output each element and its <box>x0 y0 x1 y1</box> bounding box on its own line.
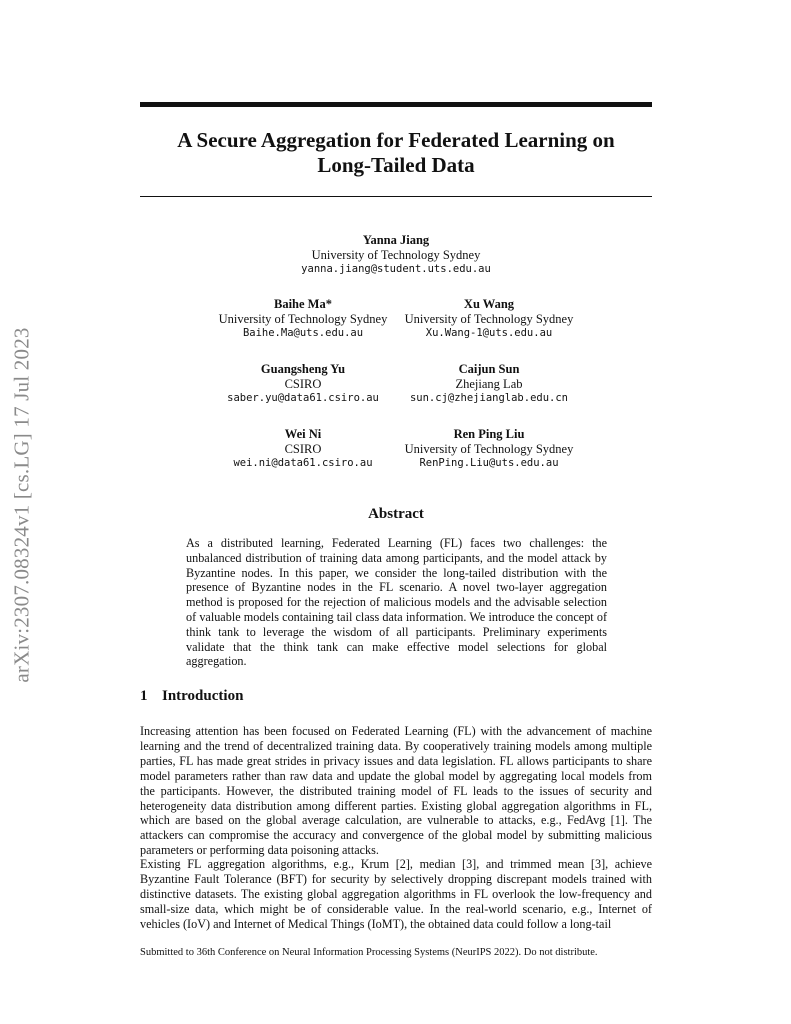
body-paragraph: Increasing attention has been focused on Federated Learning (FL) with the advancement of machine learning and the trend of decentralized training data. By cooperatively training models among multiple parties, FL has made great strides in privacy issues and data legislation. FL allows participants to share model parameters rather than raw data and update the global model by aggregating local models from the participants. However, the distributed training model of FL leads to the issues of security and heterogeneity data distribution among different parties. Existing global aggregation algorithms in FL, which are based on the global average calculation, are vulnerable to attacks, e.g., FedAvg [1]. The attackers can compromise the accuracy and convergence of the global model by submitting malicious parameters or performing data poisoning attacks. <box>140 724 652 858</box>
author-name: Ren Ping Liu <box>453 427 525 441</box>
author-affiliation: CSIRO <box>284 376 322 391</box>
author-email: yanna.jiang@student.uts.edu.au <box>301 263 491 275</box>
author-email: RenPing.Liu@uts.edu.au <box>419 457 559 469</box>
author-email: Baihe.Ma@uts.edu.au <box>242 327 364 339</box>
author-name: Wei Ni <box>284 427 322 441</box>
author-affiliation: University of Technology Sydney <box>404 441 574 456</box>
author-affiliation: CSIRO <box>284 441 322 456</box>
author-block <box>206 362 400 406</box>
arxiv-stamp-area <box>2 283 42 728</box>
title-rule-top <box>140 102 652 107</box>
section-number: 1 <box>140 688 148 704</box>
author-name: Guangsheng Yu <box>260 362 346 376</box>
author-block <box>392 362 586 406</box>
author-name: Yanna Jiang <box>362 233 430 247</box>
title-line-1: A Secure Aggregation for Federated Learning on <box>177 128 615 152</box>
abstract-heading: Abstract <box>368 506 424 522</box>
paper-title <box>140 128 652 178</box>
author-block <box>392 427 586 471</box>
author-name: Caijun Sun <box>458 362 520 376</box>
author-email: sun.cj@zhejianglab.edu.cn <box>409 392 569 404</box>
abstract-text: As a distributed learning, Federated Learning (FL) faces two challenges: the unbalanced distribution of training data among participants, and the model attack by Byzantine nodes. In this paper, we consider the long-tailed distribution with the presence of Byzantine nodes in the FL scenario. A novel two-layer aggregation method is proposed for the rejection of malicious models and the advisable selection of valuable models containing tail class data information. We introduce the concept of think tank to leverage the wisdom of all participants. Preliminary experiments validate that the think tank can make effective model selections for global aggregation. <box>186 536 607 669</box>
author-affiliation: University of Technology Sydney <box>218 311 388 326</box>
author-block <box>392 297 586 341</box>
section-title: Introduction <box>162 688 244 704</box>
author-affiliation: Zhejiang Lab <box>455 376 523 391</box>
arxiv-identifier: arXiv:2307.08324v1 [cs.LG] 17 Jul 2023 <box>9 327 34 683</box>
author-block <box>206 427 400 471</box>
author-email: wei.ni@data61.csiro.au <box>233 457 373 469</box>
author-block <box>206 297 400 341</box>
author-name: Baihe Ma* <box>274 297 332 311</box>
author-block <box>296 233 496 277</box>
author-email: saber.yu@data61.csiro.au <box>227 392 379 404</box>
author-name: Xu Wang <box>463 297 515 311</box>
title-rule-bottom <box>140 196 652 197</box>
submission-footnote: Submitted to 36th Conference on Neural Information Processing Systems (NeurIPS 2022). Do not distribute. <box>140 947 598 958</box>
author-email: Xu.Wang-1@uts.edu.au <box>425 327 553 339</box>
title-line-2: Long-Tailed Data <box>317 153 475 177</box>
author-affiliation: University of Technology Sydney <box>404 311 574 326</box>
author-affiliation: University of Technology Sydney <box>311 247 481 262</box>
body-paragraph: Existing FL aggregation algorithms, e.g., Krum [2], median [3], and trimmed mean [3], achieve Byzantine Fault Tolerance (BFT) for security by selectively dropping discrepant models trained with distinctive datasets. The existing global aggregation algorithms in FL overlook the low-frequency and small-size data, which might be of considerable value. In the real-world scenario, e.g., Internet of vehicles (IoV) and Internet of Medical Things (IoMT), the obtained data could follow a long-tail <box>140 857 652 931</box>
section-heading <box>140 688 243 705</box>
